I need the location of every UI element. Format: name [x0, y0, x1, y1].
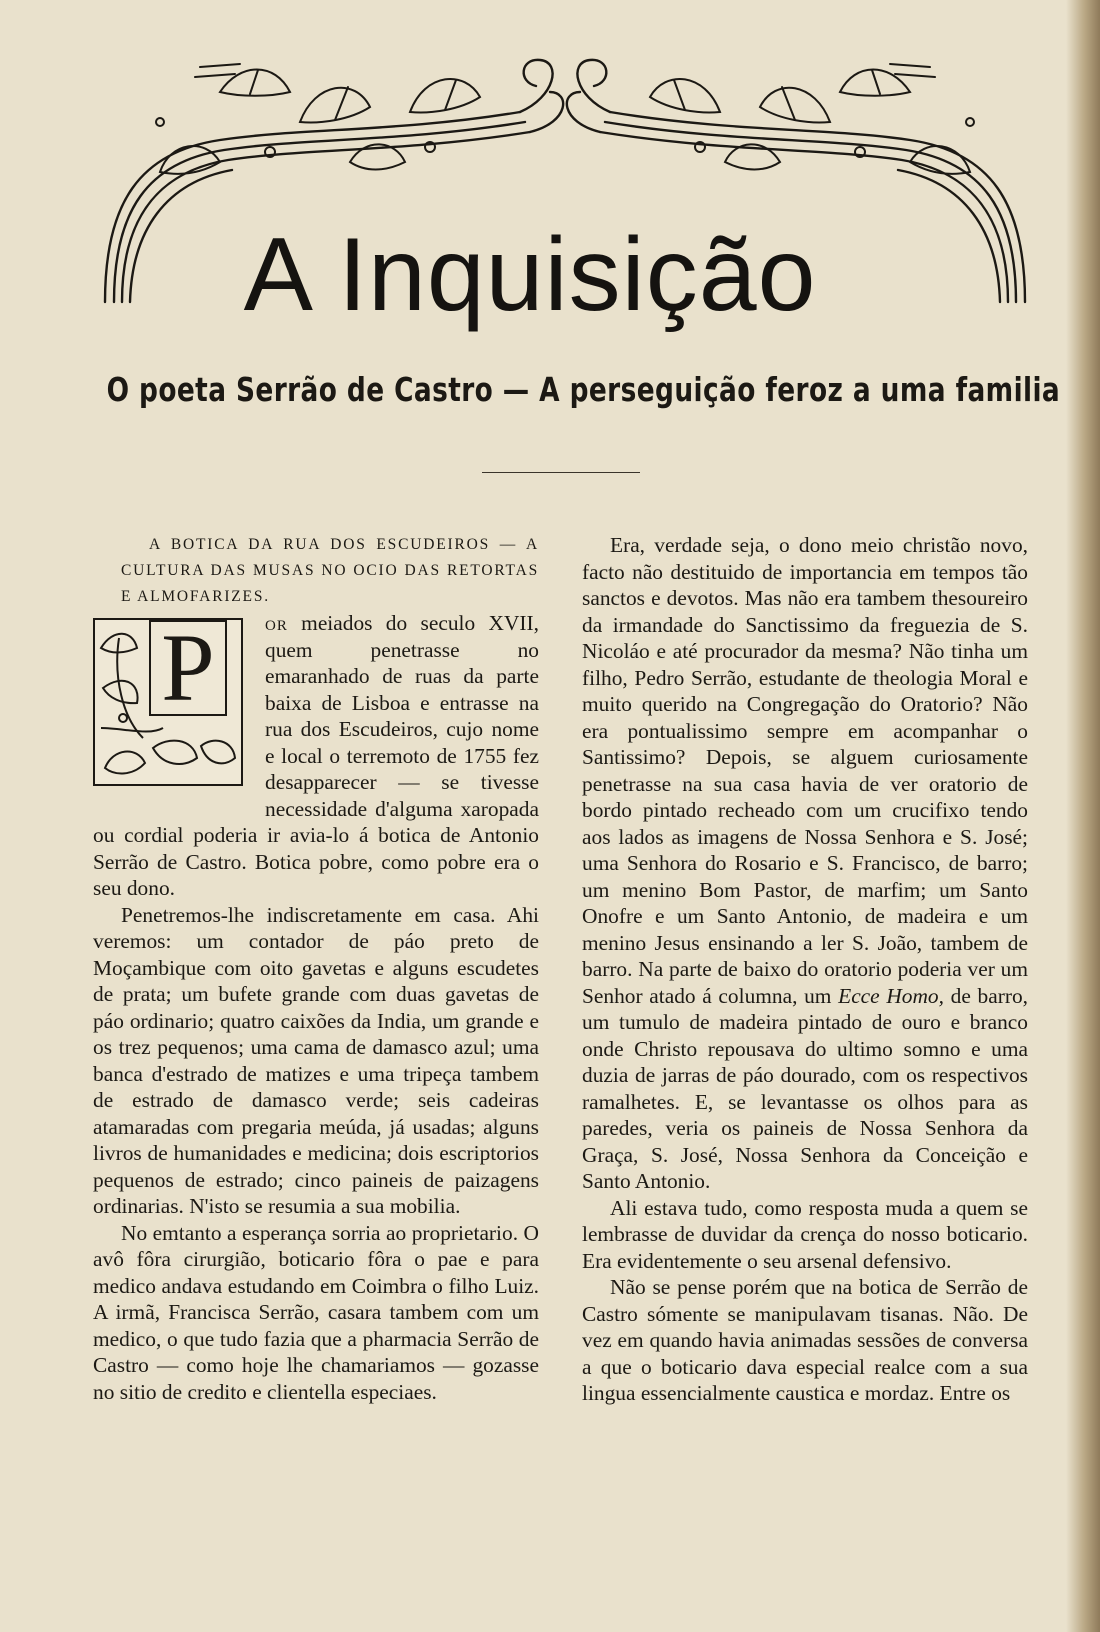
paragraph-2: Penetremos-lhe indiscretamente em casa. Ahi veremos: um contador de páo preto de Moçambique com oito gavetas e alguns escudetes de prata; um bufete grande com duas gavetas de páo ordinario; quatro caixões da India, um grande e os trez pequenos; uma cama de damasco azul; uma banca d'estrado de matizes e uma tripeça tambem de estrado de damasco verde; seis cadeiras atamaradas com pregaria meúda, já usadas; alguns livros de humanidades e medicina; dois escriptorios pequenos de estrado; cinco paineis de paizagens ordinarias. N'isto se resumia a sua mobilia.: [93, 902, 539, 1218]
dropcap-letter: P: [149, 620, 227, 716]
paragraph-4-text-b: de barro, um tumulo de madeira pintado de ouro e branco onde Christo repousava do ultimo somno e uma duzia de jarras de páo dourado, com os respectivos ramalhetes. E, se levantasse os olhos para as paredes, veria os paineis de Nossa Senhora da Graça, S. José, Nossa Senhora da Conceição e Santo Antonio.: [582, 983, 1028, 1193]
right-column: [582, 532, 1028, 1407]
paragraph-4: [582, 532, 1028, 1195]
separator-rule: [482, 472, 640, 473]
page-subtitle: O poeta Serrão de Castro — A perseguição feroz a uma familia: [106, 370, 1061, 409]
paragraph-1-text: meiados do seculo XVII, quem penetrasse no emaranhado de ruas da parte baixa de Lisboa e entrasse na rua dos Escudeiros, cujo nome e local o terremoto de 1755 fez desapparecer — se tivesse necessidade d'alguma xaropada ou cordial poderia ir avia-lo á botica de Antonio Serrão de Castro. Botica pobre, como pobre era o seu dono.: [93, 611, 539, 900]
paragraph-4-italic: Ecce Homo,: [838, 983, 944, 1008]
paragraph-5: Ali estava tudo, como resposta muda a quem se lembrasse de duvidar da crença do nosso boticario. Era evidentemente o seu arsenal defensivo.: [582, 1195, 1028, 1273]
paragraph-6: Não se pense porém que na botica de Serrão de Castro sómente se manipulavam tisanas. Não. De vez em quando havia animadas sessões de conversa a que o boticario dava especial realce com a sua lingua essencialmente caustica e mordaz. Entre os: [582, 1275, 1028, 1405]
paragraph-4-text-a: Era, verdade seja, o dono meio christão novo, facto não destituido de importancia em tempos tão sanctos e devotos. Mas não era tambem thesoureiro da irmandade do Sanctissimo da freguezia de S. Nicoláo e até procurador da mesma? Não tinha um filho, Pedro Serrão, estudante de theologia Moral e muito querido na Congregação do Oratorio? Não era pontualissimo sempre em acompanhar o Santissimo? Depois, se alguem curiosamente penetrasse na sua casa havia de ver oratorio de bordo pintado recheado com um crucifixo tendo aos lados as imagens de Nossa Senhora e S. José; uma Senhora do Rosario e S. Francisco, de barro; um menino Bom Pastor, de marfim; um Santo Onofre e um Santo Antonio, de madeira e um menino Jesus ensinando a ler S. João, tambem de barro. Na parte de baixo do oratorio poderia ver um Senhor atado á columna, um: [582, 533, 1028, 1008]
first-word: or: [265, 611, 288, 635]
page-edge: [1066, 0, 1100, 1632]
dropcap: [93, 614, 251, 796]
paragraph-1: [93, 610, 539, 902]
left-column: [93, 532, 539, 1405]
page-title: A Inquisição: [243, 217, 817, 333]
chapter-summary: A BOTICA DA RUA DOS ESCUDEIROS — A CULTURA DAS MUSAS NO OCIO DAS RETORTAS E ALMOFARIZES.: [121, 536, 539, 605]
paragraph-3: No emtanto a esperança sorria ao proprietario. O avô fôra cirurgião, boticario fôra o pae e para medico andava estudando em Coimbra o filho Luiz. A irmã, Francisca Serrão, casara tambem com um medico, o que tudo fazia que a pharmacia Serrão de Castro — como hoje lhe chamariamos — gozasse no sitio de credito e clientella especiaes.: [93, 1220, 539, 1404]
